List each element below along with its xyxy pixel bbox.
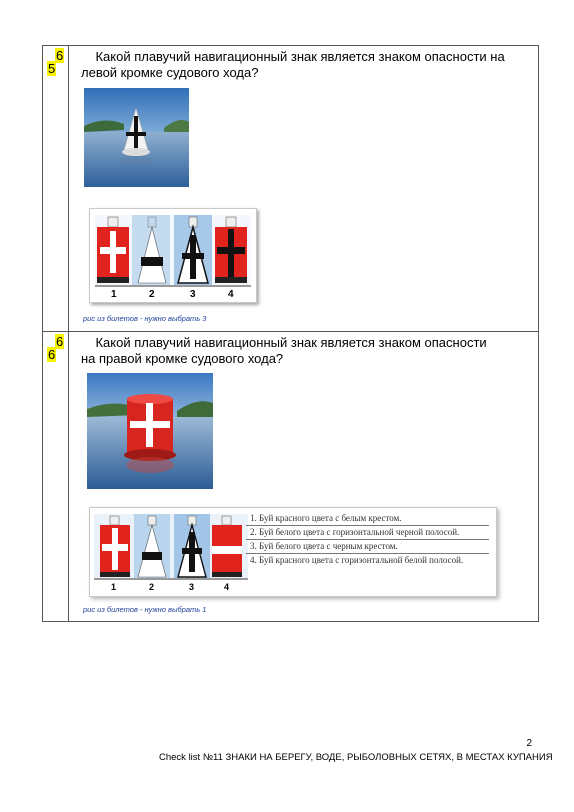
buoy-label-3: 3 xyxy=(189,582,195,592)
buoy-photo xyxy=(84,88,189,187)
row-number-bottom: 6 xyxy=(48,347,56,362)
footer-title: Check list №11 ЗНАКИ НА БЕРЕГУ, ВОДЕ, РЫБОЛОВНЫХ СЕТЯХ, В МЕСТАХ КУПАНИЯ xyxy=(159,752,553,763)
answer-options xyxy=(246,512,489,567)
buoy-label-3: 3 xyxy=(190,289,196,300)
answer-option-1: 1. Буй красного цвета с белым крестом. xyxy=(246,512,489,526)
row-number-bottom: 5 xyxy=(48,61,56,76)
row-number-top: 6 xyxy=(56,334,64,349)
answer-option-3: 3. Буй белого цвета с черным крестом. xyxy=(246,540,489,554)
buoy-label-4: 4 xyxy=(224,582,230,592)
buoy-label-1: 1 xyxy=(111,582,117,592)
buoy-4-red-white-band xyxy=(212,516,242,577)
buoy-label-2: 2 xyxy=(149,289,155,300)
question-text: Какой плавучий навигационный знак является знаком опасности на правой кромке судового хода? xyxy=(81,335,487,366)
buoy-3-white-black-cross xyxy=(174,215,212,285)
row-number-top: 6 xyxy=(56,48,64,63)
image-caption: рис из билетов - нужно выбрать 3 xyxy=(83,314,207,323)
answer-option-2: 2. Буй белого цвета с горизонтальной черной полосой. xyxy=(246,526,489,540)
buoy-options-image xyxy=(89,208,257,303)
page-number: 2 xyxy=(526,738,532,749)
questions-table xyxy=(42,45,539,622)
buoy-3-white-black-cross xyxy=(174,514,210,578)
answer-option-4: 4. Буй красного цвета с горизонтальной белой полосой. xyxy=(250,555,464,565)
buoy-2-white-black-band xyxy=(134,514,170,578)
image-caption: рис из билетов - нужно выбрать 1 xyxy=(83,605,207,614)
buoy-label-2: 2 xyxy=(149,582,155,592)
buoy-label-1: 1 xyxy=(111,289,117,300)
question-text: Какой плавучий навигационный знак является знаком опасности на левой кромке судового хода? xyxy=(81,49,505,80)
buoy-1-red-white-cross xyxy=(100,516,130,577)
buoy-photo xyxy=(87,373,213,489)
buoy-2-white-black-band xyxy=(132,215,170,285)
buoy-label-4: 4 xyxy=(228,289,234,300)
column-divider xyxy=(68,46,69,621)
row-divider xyxy=(43,331,538,332)
